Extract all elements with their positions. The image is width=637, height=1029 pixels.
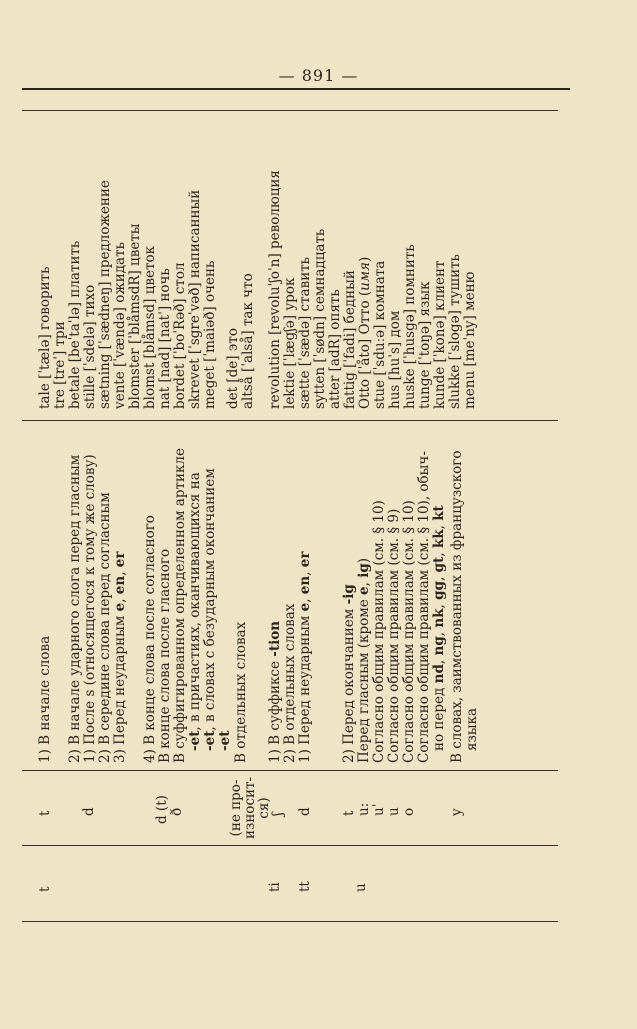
rule-text: Согласно общим правилам (см. § 10) [371, 500, 387, 763]
phoneme-cell: t [341, 810, 357, 816]
rule-text: но перед nd, ng, nk, gg, gt, kk, kt [431, 505, 447, 751]
rule-text: 4) В конце слова после согласного [142, 515, 158, 763]
phoneme-cell: uˈ [371, 803, 387, 816]
phoneme-cell: t [37, 810, 53, 816]
example-text: revolution [revoluˈʃoˈn] революция [267, 170, 283, 409]
rule-text: Согласно общим правилам (см. § 9) [386, 508, 402, 763]
phoneme-cell: ð [169, 807, 185, 816]
rule-text: 2) В середине слова перед согласным [97, 492, 113, 763]
examples-column [22, 110, 558, 421]
example-text: blomster [ˈblåmsdR] цветы [127, 223, 143, 409]
page-number: — 891 — [278, 66, 359, 85]
phoneme-cell: d (t) [154, 795, 170, 824]
example-text: stue [ˈsduːə] комната [372, 260, 388, 409]
example-text: hus [huˈs] дом [387, 310, 403, 409]
example-text: menu [meˈny] меню [462, 271, 478, 409]
phoneme-cell: u [386, 807, 402, 816]
rule-text: В словах, заимствованных из французского [449, 450, 465, 763]
rotated-table-body [22, 110, 558, 922]
example-text: lektie [ˈlægʃə] урок [282, 277, 298, 409]
phoneme-cell: u: [356, 802, 372, 816]
example-text: vente [ˈvændə] ожидать [112, 242, 128, 409]
phoneme-cell: ʃ [270, 812, 286, 816]
letter-cell: ti [267, 882, 283, 892]
example-text: nat [nad] [natˈ] ночь [157, 268, 173, 409]
phoneme-cell: o [401, 807, 417, 816]
pronunciation-table [22, 110, 558, 922]
phoneme-cell: y [449, 808, 465, 816]
example-text: kunde [ˈkonə] клиент [432, 260, 448, 409]
phoneme-column [22, 771, 558, 846]
rule-text: 2) В начале ударного слога перед гласным [67, 454, 83, 763]
rule-text: -et [217, 730, 233, 751]
example-text: bordet [ˈboˈRəð] стол [172, 262, 188, 409]
example-text: tale [ˈtælə] говорить [37, 266, 53, 409]
phoneme-cell: d [297, 807, 313, 816]
rule-text: 1) Перед неударным e, en, er [297, 551, 313, 763]
example-text: atter [adR] опять [327, 289, 343, 409]
letter-column [22, 846, 558, 922]
phoneme-cell: d [81, 807, 97, 816]
rule-text: 1) В суффиксе -tion [267, 620, 283, 763]
header-rule [22, 88, 570, 90]
phoneme-cell: (не про- износит- ся) [228, 776, 272, 840]
rule-text: языка [464, 707, 480, 751]
rule-text: 1) В начале слова [37, 635, 53, 763]
example-text: det [de] это [225, 328, 241, 409]
rule-text: -et, в словах с безударным окончанием [202, 468, 218, 751]
example-text: sætte [ˈsædə] ставить [297, 256, 313, 409]
example-text: slukke [ˈslogə] тушить [447, 254, 463, 409]
letter-cell: t [37, 886, 53, 892]
example-text: meget [ˈmaiəð] очень [202, 260, 218, 409]
example-text: betale [beˈtaˈlə] платить [67, 240, 83, 409]
rule-text: В конце слова после гласного [157, 548, 173, 763]
rules-column [22, 421, 558, 771]
example-text: stille [ˈsdelə] тихо [82, 284, 98, 409]
rule-text: Перед гласным (кроме e, ig) [356, 557, 372, 763]
example-text: altså [ˈalså] так что [240, 273, 256, 409]
rule-text: В суффигированном определенном артикле [172, 448, 188, 763]
example-text: tre [treˈ] три [52, 321, 68, 409]
example-text: Otto [ˈåto] Отто (имя) [357, 256, 373, 409]
letter-cell: tt [297, 881, 313, 892]
rule-text: 2) Перед окончанием -ig [341, 584, 357, 763]
example-text: sætning [ˈsædneŋ] предложение [97, 180, 113, 409]
example-text: blomst [blåmsd] цветок [142, 245, 158, 409]
example-text: sytten [ˈsødn] семнадцать [312, 228, 328, 409]
example-text: fattig [ˈfadi] бедный [342, 270, 358, 409]
example-text: tunge [ˈtoŋə] язык [417, 281, 433, 409]
letter-cell: u [353, 883, 369, 892]
rule-text: В отдельных словах [233, 621, 249, 763]
rule-text: Согласно общим правилам (см. § 10), обыч- [416, 451, 432, 763]
rule-text: Согласно общим правилам (см. § 10) [401, 500, 417, 763]
rule-text: 1) После s (относящегося к тому же слову) [82, 454, 98, 763]
example-text: huske [ˈhusgə] помнить [402, 244, 418, 409]
rule-text: -et, в причастиях, оканчивающихся на [187, 472, 203, 751]
rule-text: 2) В отдельных словах [282, 603, 298, 763]
rule-text: 3) Перед неударным e, en, er [112, 551, 128, 763]
example-text: skrevet [ˈsgreˈvəð] написанный [187, 189, 203, 409]
